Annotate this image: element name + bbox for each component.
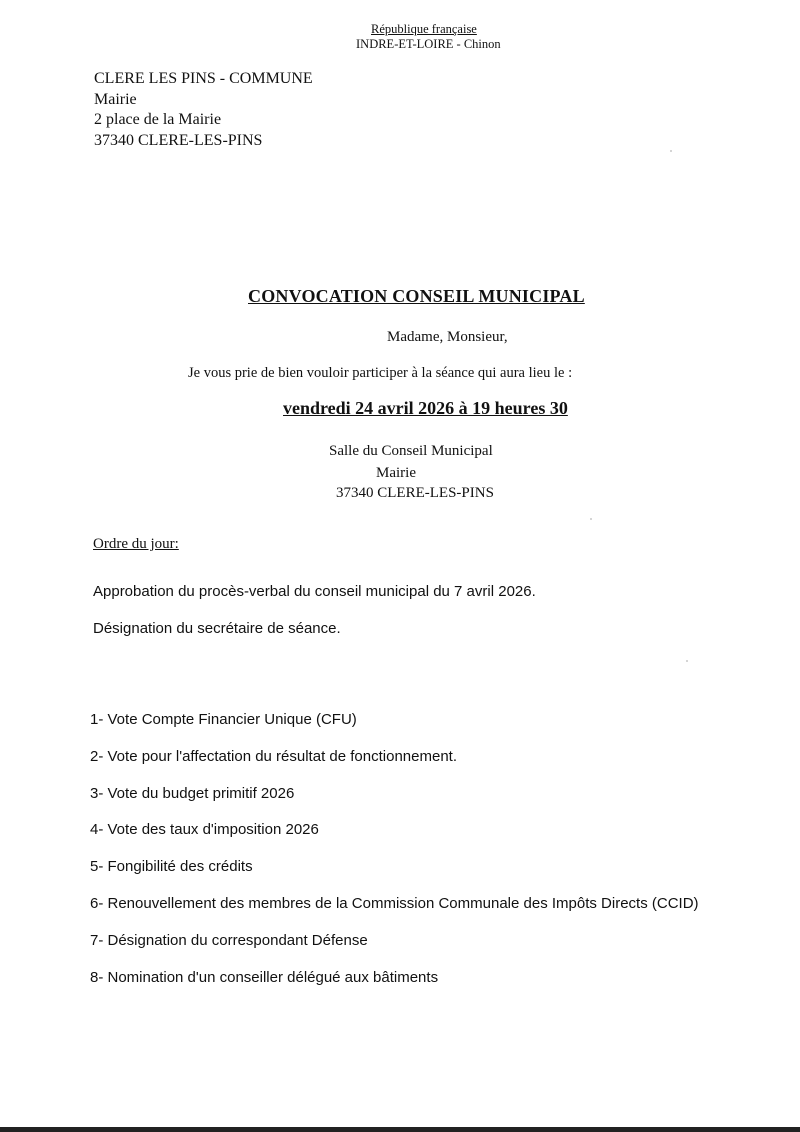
agenda-item: 6- Renouvellement des membres de la Commission Communale des Impôts Directs (CCID) [90, 895, 699, 912]
sender-name: CLERE LES PINS - COMMUNE [94, 70, 313, 87]
republic-header: République française [371, 22, 477, 36]
scan-speck [670, 150, 672, 152]
agenda-item: 1- Vote Compte Financier Unique (CFU) [90, 711, 357, 728]
sender-address-block [94, 69, 313, 151]
agenda-item: 3- Vote du budget primitif 2026 [90, 785, 295, 802]
agenda-preamble-minutes: Approbation du procès-verbal du conseil municipal du 7 avril 2026. [93, 583, 536, 600]
scan-bottom-edge [0, 1127, 800, 1132]
sender-street: 2 place de la Mairie [94, 111, 222, 128]
agenda-item: 5- Fongibilité des crédits [90, 858, 253, 875]
document-title: CONVOCATION CONSEIL MUNICIPAL [248, 286, 585, 306]
agenda-item: 7- Désignation du correspondant Défense [90, 932, 368, 949]
agenda-item: 2- Vote pour l'affectation du résultat de fonctionnement. [90, 748, 457, 765]
salutation: Madame, Monsieur, [387, 329, 508, 345]
agenda-item: 4- Vote des taux d'imposition 2026 [90, 821, 319, 838]
venue-city: 37340 CLERE-LES-PINS [336, 485, 494, 501]
agenda-label: Ordre du jour: [93, 536, 179, 552]
sender-office: Mairie [94, 90, 137, 108]
department-header: INDRE-ET-LOIRE - Chinon [356, 37, 501, 51]
meeting-date: vendredi 24 avril 2026 à 19 heures 30 [283, 398, 568, 418]
agenda-item: 8- Nomination d'un conseiller délégué aux bâtiments [90, 969, 439, 986]
venue-building: Mairie [376, 465, 416, 481]
scan-speck [686, 660, 688, 662]
agenda-preamble-secretary: Désignation du secrétaire de séance. [93, 620, 341, 637]
sender-city: 37340 CLERE-LES-PINS [94, 131, 263, 149]
intro-text: Je vous prie de bien vouloir participer à la séance qui aura lieu le : [188, 365, 573, 381]
scan-speck [590, 518, 592, 520]
venue-room: Salle du Conseil Municipal [329, 443, 493, 459]
